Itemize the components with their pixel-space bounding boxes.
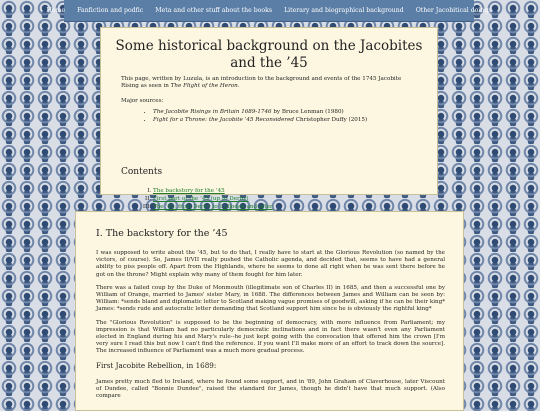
nav-home[interactable]: Home (46, 7, 66, 14)
contents-list (121, 188, 273, 211)
nav-meta[interactable]: Meta and other stuff about the books (155, 7, 273, 14)
section-body (96, 250, 445, 406)
source-item (153, 109, 367, 117)
source-author: by Bruce Lenman (1980) (271, 109, 344, 115)
intro-panel (100, 27, 438, 210)
contents-link-backstory[interactable]: The backstory for the ’45 (153, 188, 225, 194)
sources-label: Major sources: (121, 98, 164, 104)
source-item (153, 117, 367, 125)
source-author: Christopher Duffy (2015) (293, 116, 368, 123)
contents-link-first-part[interactable]: First part of the ’45 (up to Derby) (153, 195, 249, 202)
top-navigation (46, 0, 492, 22)
section-heading: I. The backstory for the ’45 (96, 228, 228, 239)
nav-fanfiction[interactable]: Fanfiction and podfic (77, 7, 144, 14)
contents-heading: Contents (121, 167, 163, 177)
contents-item (153, 188, 273, 196)
paragraph: James pretty much fled to Ireland, where he found some support, and in '89, John Graham of Claverhouse, later Viscount of Dundee, called "Bonnie Dundee", raised the standard for James, though he didn't have that much support. (Also compare (96, 378, 445, 400)
source-title: The Jacobite Risings in Britain 1689-1746 (153, 109, 272, 115)
nav-jacobitical-doings[interactable]: Other Jacobitical doings (415, 7, 492, 14)
backstory-panel (75, 211, 464, 411)
paragraph: I was supposed to write about the ’45, but to do that, I really have to start at the Glorious Revolution (so named by the victors, of course). So, James II/VII really pushed the Catholic agenda, and decided that, seems to have had a general ability to piss people off. Apart from the Highlands, where he seems to done all right when he was sent there before he got on the throne? Might explain why many of them fought for him later. (96, 250, 445, 278)
book-title: The Flight of the Heron (170, 83, 238, 90)
intro-paragraph (121, 76, 417, 90)
paragraph: There was a failed coup by the Duke of Monmouth (illegitimate son of Charles II) in 1685, and then a successful one by William of Orange, married to James' sister Mary, in 1688. The differences between James and William can be seen by: William: *sends bland and diplomatic letter to Scotland making vague promises of goodwill, asking if he can be their king* James: *sends rude and autocratic letter demanding that Scotland support him since he is obviously the rightful king* (96, 284, 445, 313)
intro-text-end: . (237, 83, 240, 90)
contents-item (153, 196, 273, 204)
subsection-heading: First Jacobite Rebellion, in 1689: (96, 360, 217, 370)
sources-list (121, 109, 367, 124)
nav-literary-background[interactable]: Literary and biographical background (284, 7, 404, 14)
paragraph: The "Glorious Revolution" is supposed to be the beginning of democracy, with more influence from Parliament; my impression is that William had no particularly democratic inclinations and in fact there wasn't even any Parliament elected in England during his and Mary's rule--he just kept going with the convocation that offered him the crown [I'm very sure I read this but now I can't find the reference. If you want I'll make more of an effort to track down the source]. The increased influence of Parliament was a much more gradual process. (96, 319, 445, 355)
contents-link-derby-culloden[interactable]: The ’45: from Derby to Culloden and after (153, 203, 273, 210)
intro-text: This page, written by Luzula, is an introduction to the background and events of the 1745 Jacobite Rising as seen in (121, 76, 402, 90)
source-title: Fight for a Throne: the Jacobite ’45 Reconsidered (153, 116, 294, 123)
page-title: Some historical background on the Jacobites and the ’45 (115, 38, 423, 71)
